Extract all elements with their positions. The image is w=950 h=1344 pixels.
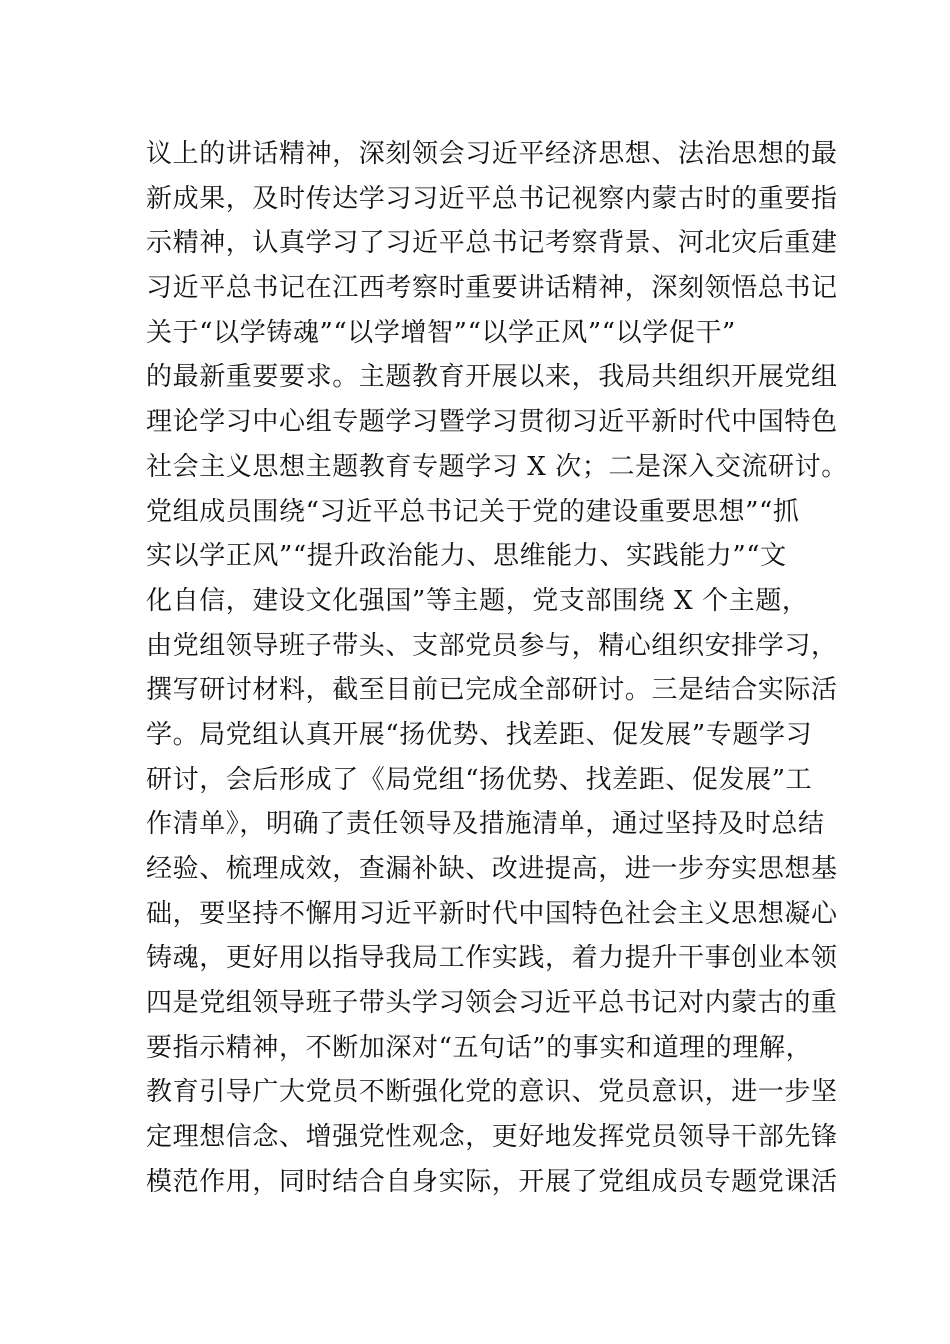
text-line: 由党组领导班子带头、支部党员参与，精心组织安排学习， xyxy=(146,630,838,661)
text-line: 作清单》，明确了责任领导及措施清单，通过坚持及时总结 xyxy=(146,809,825,840)
text-line: 学。局党组认真开展“扬优势、找差距、促发展”专题学习 xyxy=(146,719,813,750)
text-line: 础，要坚持不懈用习近平新时代中国特色社会主义思想凝心 xyxy=(146,898,838,929)
text-line: 实以学正风”“提升政治能力、思维能力、实践能力”“文 xyxy=(146,541,787,572)
text-line: 经验、梳理成效，查漏补缺、改进提高，进一步夯实思想基 xyxy=(146,854,838,884)
text-line: 教育引导广大党员不断强化党的意识、党员意识，进一步坚 xyxy=(146,1077,838,1108)
text-line: 模范作用，同时结合自身实际，开展了党组成员专题党课活 xyxy=(146,1166,838,1197)
text-line: 研讨，会后形成了《局党组“扬优势、找差距、促发展”工 xyxy=(146,764,813,795)
text-line: 要指示精神，不断加深对“五句话”的事实和道理的理解， xyxy=(146,1032,813,1063)
text-line: 习近平总书记在江西考察时重要讲话精神，深刻领悟总书记 xyxy=(146,273,838,304)
text-line: 议上的讲话精神，深刻领会习近平经济思想、法治思想的最 xyxy=(146,139,838,169)
text-line: 铸魂，更好用以指导我局工作实践，着力提升干事创业本领 xyxy=(146,943,838,974)
body-text xyxy=(146,132,848,1205)
text-line: 化自信，建设文化强国”等主题，党支部围绕 X 个主题， xyxy=(146,585,809,616)
text-line: 新成果，及时传达学习习近平总书记视察内蒙古时的重要指 xyxy=(146,183,838,214)
text-line: 关于“以学铸魂”“以学增智”“以学正风”“以学促干” xyxy=(146,317,736,348)
text-line: 理论学习中心组专题学习暨学习贯彻习近平新时代中国特色 xyxy=(146,407,838,438)
text-line: 党组成员围绕“习近平总书记关于党的建设重要思想”“抓 xyxy=(146,496,800,527)
text-line: 社会主义思想主题教育专题学习 X 次；二是深入交流研讨。 xyxy=(146,451,848,482)
text-line: 撰写研讨材料，截至目前已完成全部研讨。三是结合实际活 xyxy=(146,675,838,706)
text-line: 四是党组领导班子带头学习领会习近平总书记对内蒙古的重 xyxy=(146,988,838,1019)
text-line: 的最新重要要求。主题教育开展以来，我局共组织开展党组 xyxy=(146,362,838,393)
text-line: 定理想信念、增强党性观念，更好地发挥党员领导干部先锋 xyxy=(146,1122,838,1153)
text-line: 示精神，认真学习了习近平总书记考察背景、河北灾后重建 xyxy=(146,228,838,259)
